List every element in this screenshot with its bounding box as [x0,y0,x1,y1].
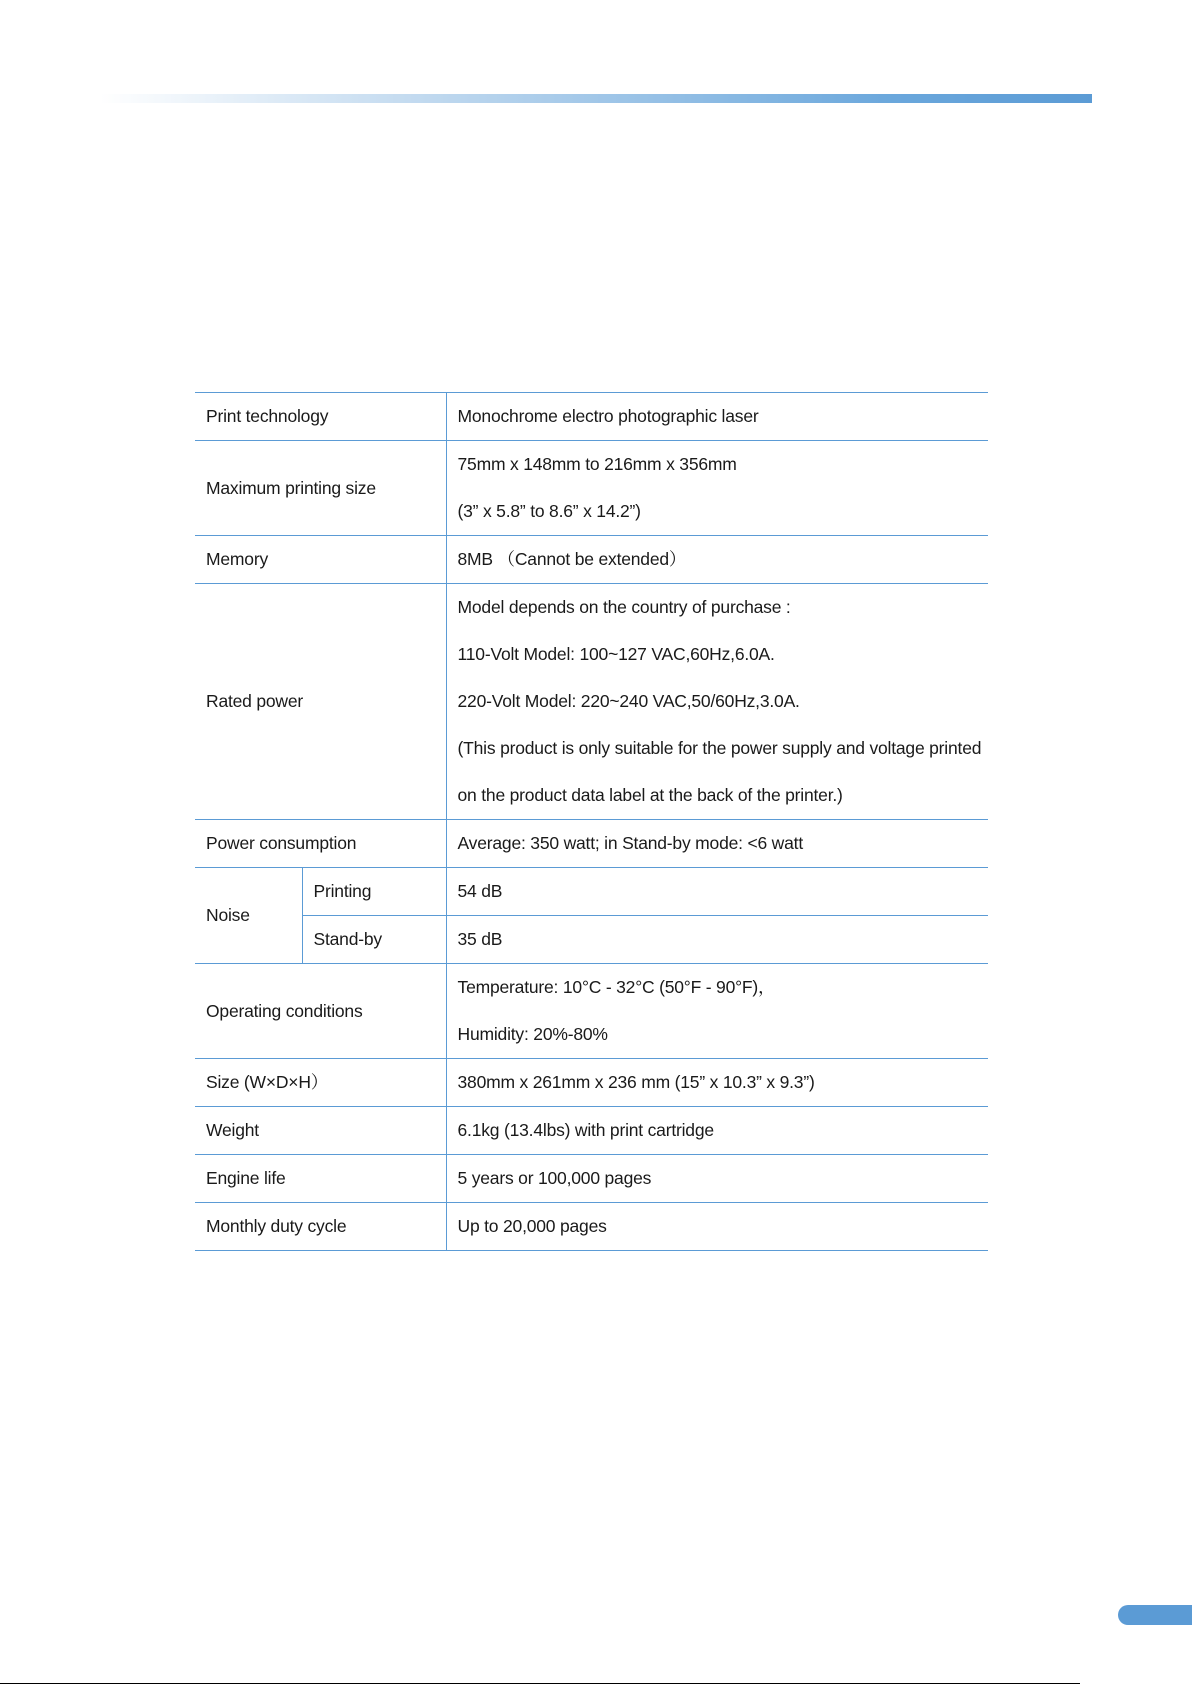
spec-value: 8MB （Cannot be extended） [446,536,988,584]
spec-value-line: 75mm x 148mm to 216mm x 356mm [457,454,737,474]
spec-value: Monochrome electro photographic laser [446,393,988,441]
spec-value [446,584,988,820]
spec-value: Average: 350 watt; in Stand-by mode: <6 watt [446,820,988,868]
spec-label: Monthly duty cycle [195,1203,446,1251]
specifications-table [195,392,988,1251]
spec-label: Rated power [195,584,446,820]
page-number-tab [1118,1605,1192,1625]
spec-value-line: 110-Volt Model: 100~127 VAC,60Hz,6.0A. [457,644,775,664]
spec-label: Noise [195,868,302,964]
table-row [195,1107,988,1155]
table-row [195,820,988,868]
spec-value-line: Model depends on the country of purchase : [457,597,791,617]
table-row [195,536,988,584]
footer-rule [0,1683,1080,1684]
table-row [195,916,988,964]
header-gradient-bar [100,94,1092,103]
spec-sublabel: Printing [302,868,446,916]
spec-value-line: (This product is only suitable for the power supply and voltage printed [457,738,982,758]
table-row [195,1155,988,1203]
spec-value: 5 years or 100,000 pages [446,1155,988,1203]
spec-value: Up to 20,000 pages [446,1203,988,1251]
spec-value-line: Temperature: 10°C - 32°C (50°F - 90°F)， [457,977,776,997]
table-row [195,393,988,441]
spec-value-line: (3” x 5.8” to 8.6” x 14.2”) [457,501,641,521]
spec-label: Power consumption [195,820,446,868]
spec-value: 380mm x 261mm x 236 mm (15” x 10.3” x 9.3”) [446,1059,988,1107]
table-row [195,964,988,1059]
spec-value: 6.1kg (13.4lbs) with print cartridge [446,1107,988,1155]
spec-value [446,964,988,1059]
spec-label: Print technology [195,393,446,441]
spec-value [446,441,988,536]
table-row [195,1203,988,1251]
spec-sublabel: Stand-by [302,916,446,964]
spec-label: Operating conditions [195,964,446,1059]
spec-value: 54 dB [446,868,988,916]
table-row [195,868,988,916]
table-row [195,1059,988,1107]
spec-value-line: on the product data label at the back of the printer.) [457,785,843,805]
spec-value-line: Humidity: 20%-80% [457,1024,608,1044]
spec-value: 35 dB [446,916,988,964]
spec-label: Maximum printing size [195,441,446,536]
spec-label: Weight [195,1107,446,1155]
spec-label: Size (W×D×H） [195,1059,446,1107]
table-row [195,584,988,820]
spec-label: Engine life [195,1155,446,1203]
spec-value-line: 220-Volt Model: 220~240 VAC,50/60Hz,3.0A. [457,691,800,711]
table-row [195,441,988,536]
spec-label: Memory [195,536,446,584]
